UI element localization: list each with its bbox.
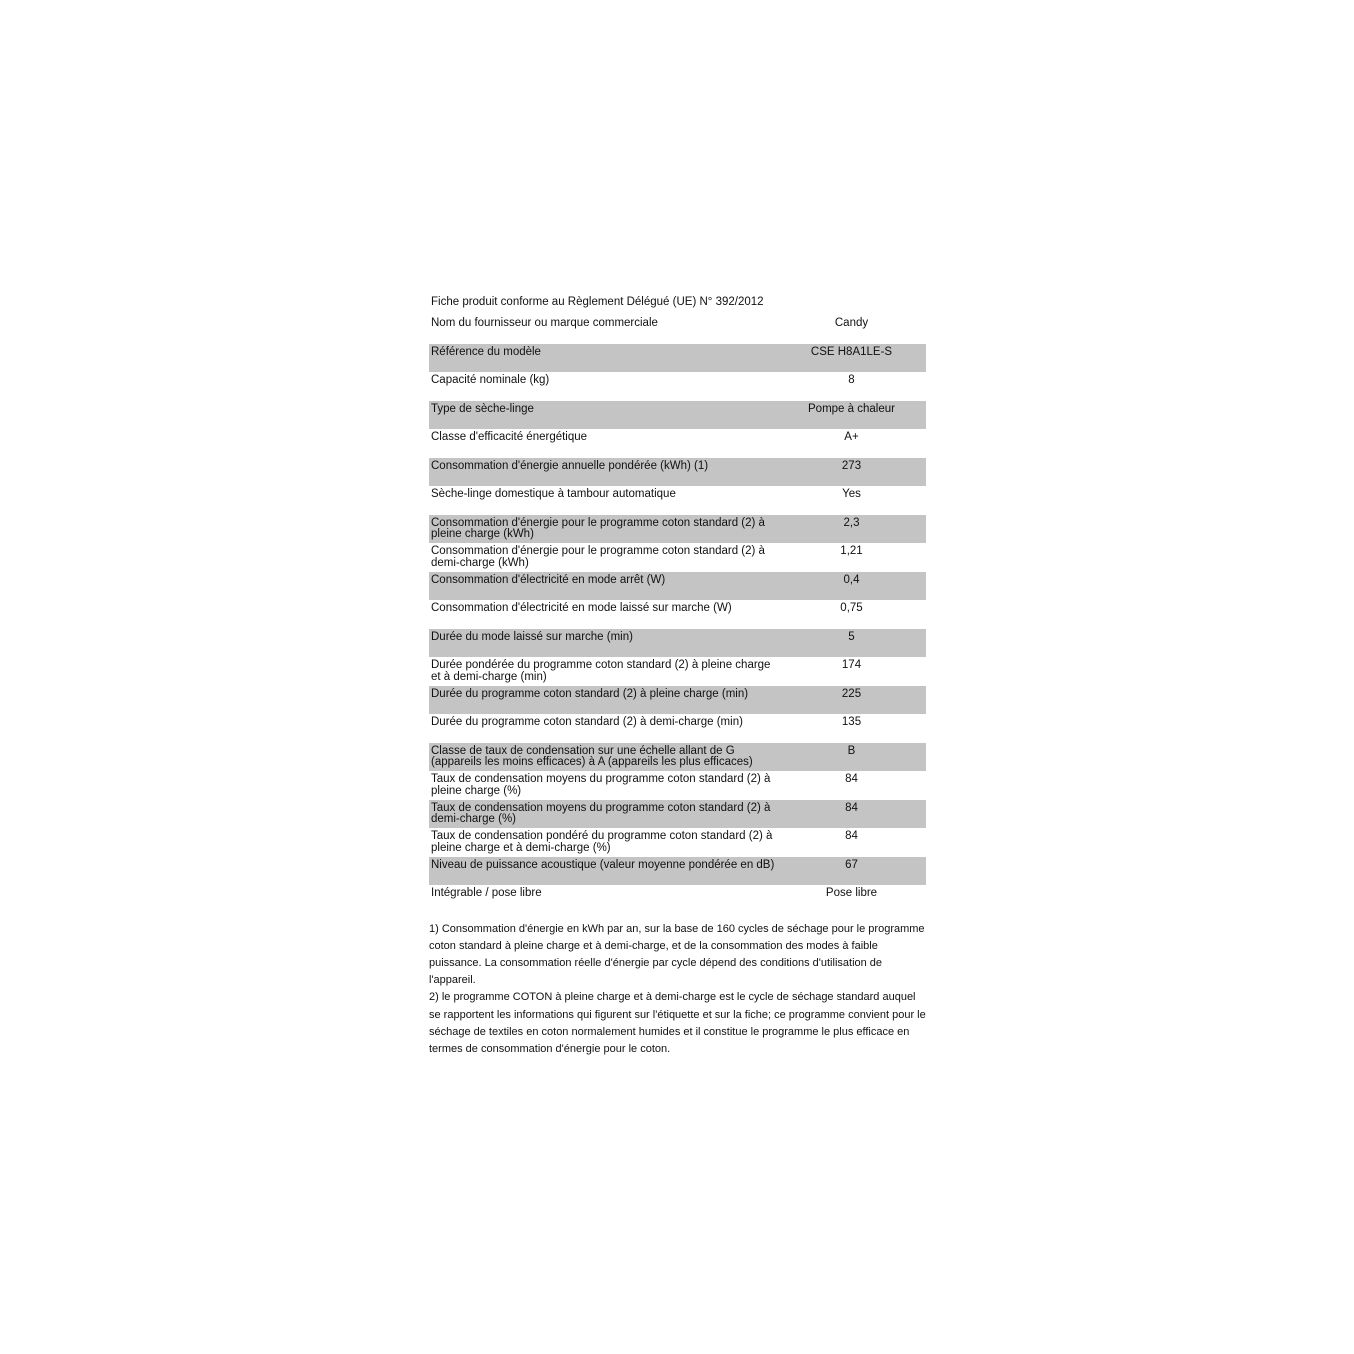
row-value: Pose libre [825,887,878,899]
row-label: Intégrable / pose libre [431,887,542,899]
row-label: Classe d'efficacité énergétique [431,431,588,443]
table-row [429,857,926,886]
row-label: Niveau de puissance acoustique (valeur moyenne pondérée en dB) [431,858,775,871]
table-row [429,743,926,772]
row-label: Référence du modèle [431,345,541,358]
table-row [429,800,926,829]
row-label: Classe de taux de condensation sur une échelle allant de G (appareils les moins efficaces) à A (appareils les plus efficaces) [431,744,753,768]
table-row [429,372,926,401]
row-value: 174 [841,659,862,671]
row-value: A+ [844,431,859,443]
table-row [429,429,926,458]
row-value: 225 [841,687,862,700]
table-row [429,771,926,800]
table-row [429,572,926,601]
row-label: Consommation d'énergie pour le programme coton standard (2) à pleine charge (kWh) [431,516,765,540]
row-value: 0,4 [843,573,860,586]
table-row [429,686,926,715]
row-label: Consommation d'électricité en mode laissé sur marche (W) [431,602,732,614]
spec-table [429,315,926,914]
row-label: Durée du programme coton standard (2) à pleine charge (min) [431,687,749,700]
row-value: 0,75 [840,602,863,614]
table-row [429,657,926,686]
row-label: Capacité nominale (kg) [431,374,550,386]
row-value: Candy [834,317,869,329]
row-value: 84 [845,801,858,814]
footnote-1: 1) Consommation d'énergie en kWh par an, sur la base de 160 cycles de séchage pour le programme coton standard à pleine charge et à demi-charge, et de la consommation des modes à faible puissance. La consommation réelle d'énergie par cycle dépend des conditions d'utilisation de l'appareil. [429,922,925,987]
row-value: Yes [842,488,861,500]
row-label: Nom du fournisseur ou marque commerciale [431,317,658,329]
row-value: B [847,744,856,757]
footnote-2: 2) le programme COTON à pleine charge et à demi-charge est le cycle de séchage standard auquel se rapportent les informations qui figurent sur l'étiquette et sur la fiche; ce programme convient pour le séchage de textiles en coton normalement humides et il constitue le programme le plus efficace en termes de consommation d'énergie pour le coton. [429,991,926,1055]
table-row [429,543,926,572]
table-row [429,600,926,629]
row-value: 84 [845,830,858,842]
table-row [429,885,926,914]
table-row [429,315,926,344]
table-row [429,714,926,743]
row-value: 67 [845,858,858,871]
table-row [429,515,926,544]
row-label: Taux de condensation moyens du programme coton standard (2) à demi-charge (%) [431,801,771,825]
row-value: Pompe à chaleur [808,402,895,415]
row-value: 2,3 [843,516,860,529]
row-value: 5 [848,630,855,643]
row-value: 84 [845,773,858,785]
row-label: Durée du programme coton standard (2) à demi-charge (min) [431,716,743,728]
table-row [429,629,926,658]
row-label: Sèche-linge domestique à tambour automatique [431,488,676,500]
table-row [429,401,926,430]
row-value: 273 [841,459,862,472]
row-value: 1,21 [840,545,863,557]
row-label: Consommation d'électricité en mode arrêt (W) [431,573,666,586]
footnotes [429,921,926,1059]
product-fiche [429,293,926,1058]
table-row [429,344,926,373]
table-row [429,458,926,487]
table-row [429,486,926,515]
row-value: 8 [848,374,855,386]
row-label: Consommation d'énergie annuelle pondérée (kWh) (1) [431,459,709,472]
row-label: Type de sèche-linge [431,402,534,415]
row-label: Consommation d'énergie pour le programme coton standard (2) à demi-charge (kWh) [431,545,765,569]
fiche-title: Fiche produit conforme au Règlement Délégué (UE) N° 392/2012 [431,296,764,308]
table-row [429,828,926,857]
row-label: Durée pondérée du programme coton standard (2) à pleine charge et à demi-charge (min) [431,659,771,683]
row-label: Durée du mode laissé sur marche (min) [431,630,633,643]
row-label: Taux de condensation moyens du programme coton standard (2) à pleine charge (%) [431,773,771,797]
row-label: Taux de condensation pondéré du programme coton standard (2) à pleine charge et à demi-charge (%) [431,830,773,854]
row-value: CSE H8A1LE-S [810,345,893,358]
row-value: 135 [841,716,862,728]
